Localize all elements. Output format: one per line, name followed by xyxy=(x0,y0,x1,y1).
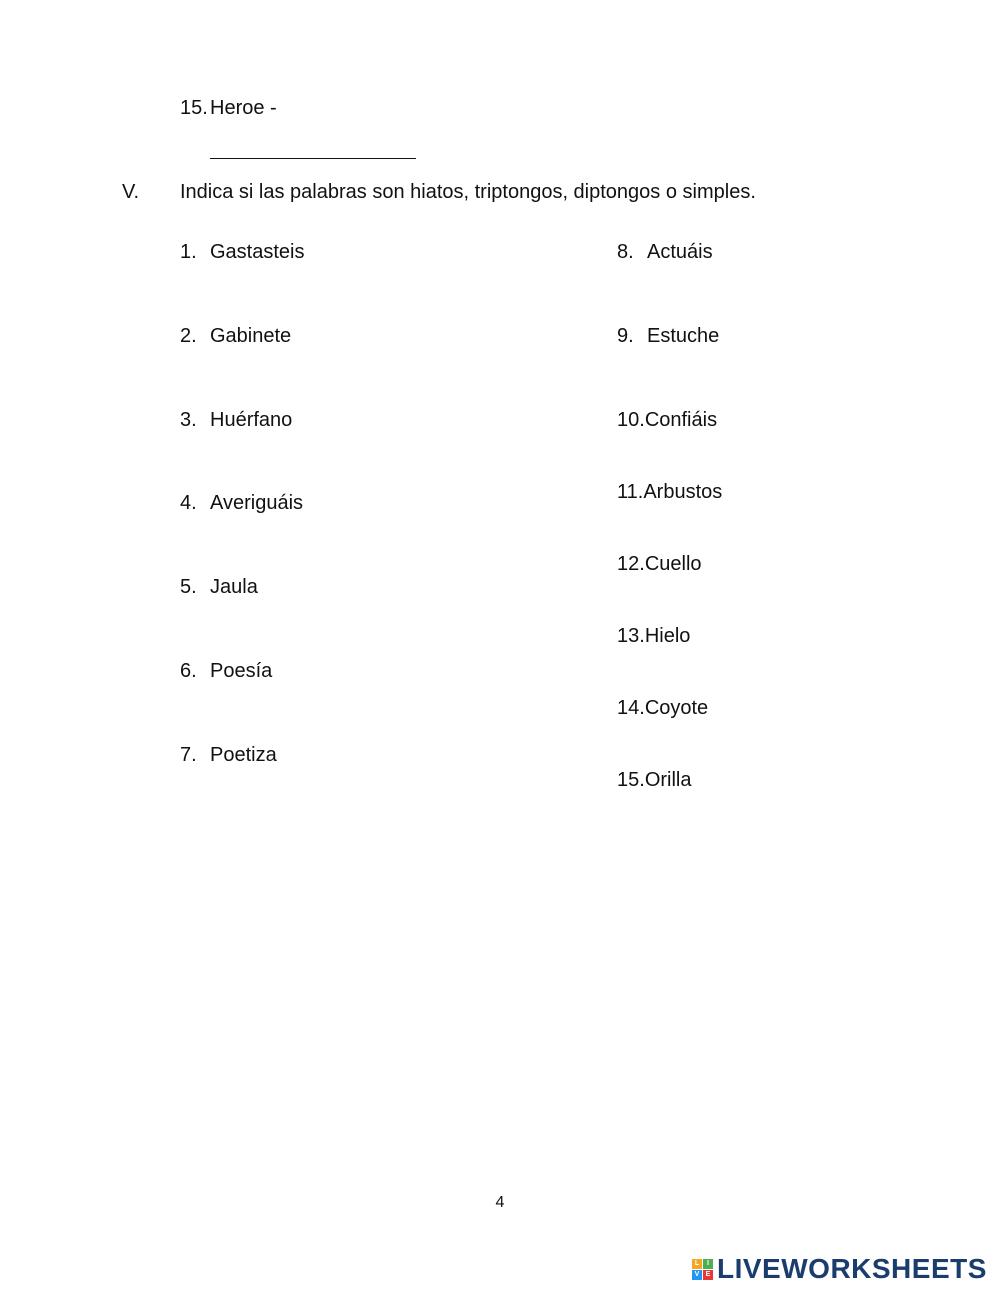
page-number: 4 xyxy=(495,1194,505,1211)
item-word: Poesía xyxy=(210,660,273,682)
item-number: 6. xyxy=(180,660,197,682)
item-number: 11. xyxy=(617,481,644,503)
logo-text: LIVEWORKSHEETS xyxy=(717,1253,987,1284)
item-word: Jaula xyxy=(210,576,258,598)
item-word: Poetiza xyxy=(210,744,277,766)
item-word: Estuche xyxy=(647,325,720,347)
logo-square: V xyxy=(692,1270,702,1280)
item-word: Gastasteis xyxy=(210,241,305,263)
liveworksheets-logo xyxy=(692,1254,987,1284)
item-number: 15. xyxy=(617,769,645,791)
logo-square: E xyxy=(703,1270,713,1280)
logo-mark-icon xyxy=(692,1259,713,1280)
prev-item-number: 15. xyxy=(180,97,208,119)
logo-square: L xyxy=(692,1259,702,1269)
item-number: 10. xyxy=(617,409,645,431)
item-number: 5. xyxy=(180,576,197,598)
item-word: Cuello xyxy=(644,553,702,575)
item-number-word xyxy=(617,768,691,792)
item-number-word xyxy=(617,480,722,504)
item-word: Hielo xyxy=(644,625,691,647)
item-number: 8. xyxy=(617,241,634,263)
logo-square: I xyxy=(703,1259,713,1269)
item-word: Confiáis xyxy=(644,409,718,431)
item-number-word xyxy=(617,696,708,720)
item-word: Actuáis xyxy=(647,241,713,263)
item-number-word xyxy=(617,408,717,432)
item-number: 2. xyxy=(180,325,197,347)
item-number: 1. xyxy=(180,241,197,263)
item-number: 3. xyxy=(180,409,197,431)
item-word: Averiguáis xyxy=(210,492,304,514)
item-word: Coyote xyxy=(644,697,709,719)
answer-blank-line[interactable] xyxy=(210,158,416,159)
item-number: 13. xyxy=(617,625,645,647)
item-word: Orilla xyxy=(644,769,692,791)
section-instruction: Indica si las palabras son hiatos, triptongos, diptongos o simples. xyxy=(180,181,756,203)
item-number-word xyxy=(617,624,690,648)
prev-item-text: Heroe - xyxy=(210,97,277,119)
item-word: Huérfano xyxy=(210,409,293,431)
item-number-word xyxy=(617,552,702,576)
item-number: 12. xyxy=(617,553,645,575)
item-number: 7. xyxy=(180,744,197,766)
item-word: Arbustos xyxy=(643,481,723,503)
section-roman-numeral: V. xyxy=(122,181,140,203)
item-number: 4. xyxy=(180,492,197,514)
item-number: 14. xyxy=(617,697,645,719)
item-word: Gabinete xyxy=(210,325,292,347)
item-number: 9. xyxy=(617,325,634,347)
